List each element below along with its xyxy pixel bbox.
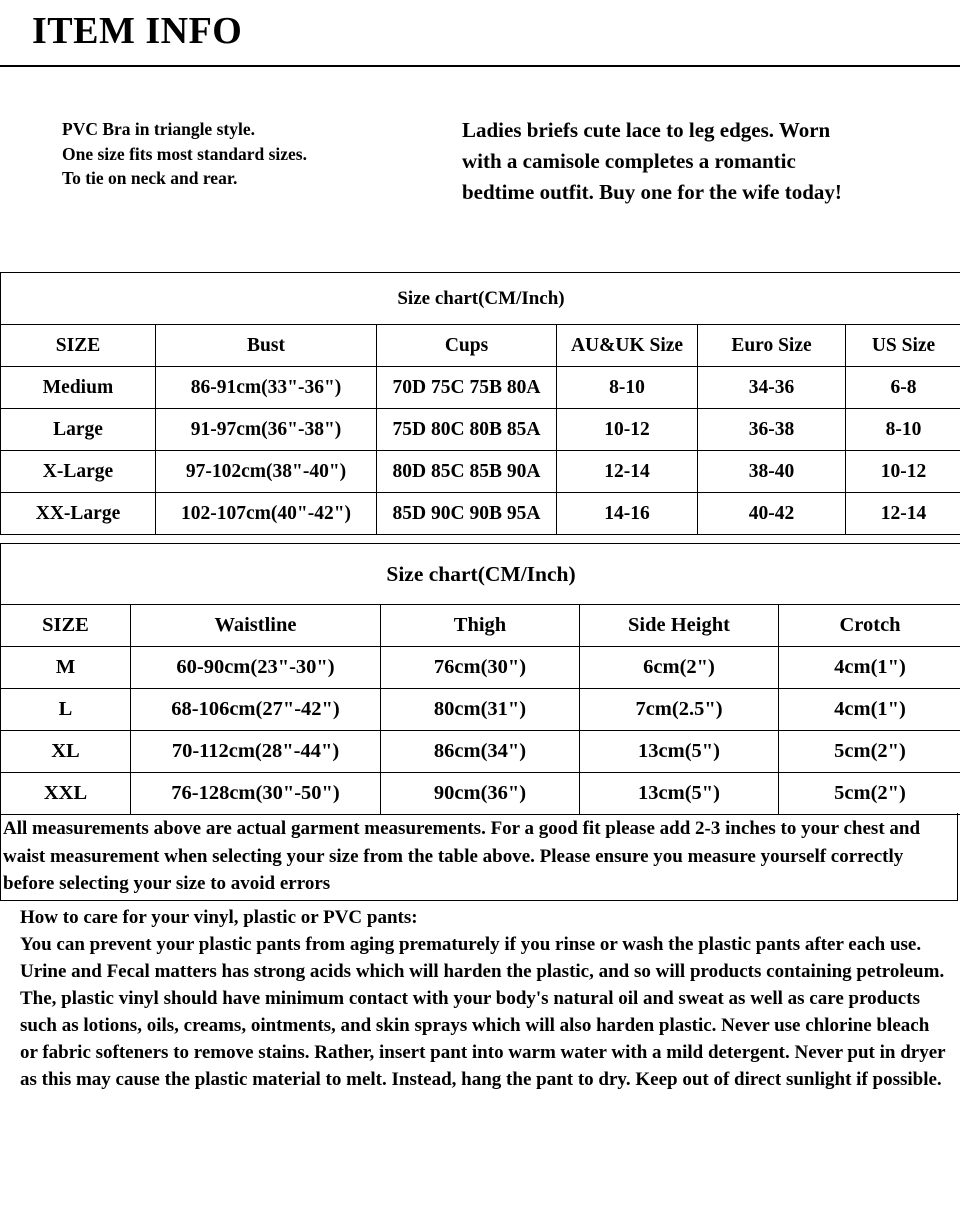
table-cell: 34-36 bbox=[698, 367, 846, 409]
page-title: ITEM INFO bbox=[32, 10, 243, 52]
care-title: How to care for your vinyl, plastic or PVC pants: bbox=[20, 907, 418, 928]
table-cell: 70D 75C 75B 80A bbox=[377, 367, 557, 409]
table-cell: 6-8 bbox=[846, 367, 960, 409]
bra-chart-caption: Size chart(CM/Inch) bbox=[1, 273, 960, 325]
table-cell: L bbox=[1, 689, 131, 731]
table-cell: 6cm(2") bbox=[580, 647, 779, 689]
table-cell: Large bbox=[1, 409, 156, 451]
table-cell: 97-102cm(38"-40") bbox=[156, 451, 377, 493]
bra-size-chart bbox=[0, 272, 960, 535]
table-cell: 86cm(34") bbox=[381, 731, 580, 773]
table-cell: 76cm(30") bbox=[381, 647, 580, 689]
table-cell: Medium bbox=[1, 367, 156, 409]
table-cell: 4cm(1") bbox=[779, 689, 960, 731]
column-header: Waistline bbox=[131, 605, 381, 647]
column-header: Cups bbox=[377, 325, 557, 367]
table-cell: 7cm(2.5") bbox=[580, 689, 779, 731]
briefs-description-line: with a camisole completes a romantic bbox=[462, 149, 796, 173]
table-cell: 75D 80C 80B 85A bbox=[377, 409, 557, 451]
measurement-note: All measurements above are actual garment measurements. For a good fit please add 2-3 inches to your chest and waist measurement when selecting your size from the table above. Please ensure you measure yourself correctly before selecting your size to avoid errors bbox=[0, 813, 958, 901]
table-row bbox=[1, 367, 960, 409]
table-cell: 90cm(36") bbox=[381, 773, 580, 815]
column-header: SIZE bbox=[1, 325, 156, 367]
table-row bbox=[1, 409, 960, 451]
table-cell: 36-38 bbox=[698, 409, 846, 451]
table-row bbox=[1, 647, 960, 689]
bra-description bbox=[62, 117, 307, 191]
table-cell: 10-12 bbox=[846, 451, 960, 493]
table-cell: 13cm(5") bbox=[580, 773, 779, 815]
table-cell: X-Large bbox=[1, 451, 156, 493]
care-instructions bbox=[20, 904, 950, 1093]
table-cell: 5cm(2") bbox=[779, 773, 960, 815]
table-cell: 8-10 bbox=[846, 409, 960, 451]
briefs-size-chart bbox=[0, 543, 960, 815]
table-cell: 80D 85C 85B 90A bbox=[377, 451, 557, 493]
table-cell: 85D 90C 90B 95A bbox=[377, 493, 557, 535]
title-divider bbox=[0, 65, 960, 67]
table-cell: 40-42 bbox=[698, 493, 846, 535]
bra-description-line: One size fits most standard sizes. bbox=[62, 143, 307, 164]
table-cell: 86-91cm(33"-36") bbox=[156, 367, 377, 409]
table-cell: 12-14 bbox=[846, 493, 960, 535]
table-cell: XX-Large bbox=[1, 493, 156, 535]
column-header: AU&UK Size bbox=[557, 325, 698, 367]
table-cell: 12-14 bbox=[557, 451, 698, 493]
column-header: Bust bbox=[156, 325, 377, 367]
table-row bbox=[1, 773, 960, 815]
briefs-description-line: bedtime outfit. Buy one for the wife today! bbox=[462, 180, 842, 204]
table-header-row bbox=[1, 605, 960, 647]
care-body: You can prevent your plastic pants from aging prematurely if you rinse or wash the plastic pants after each use. Urine and Fecal matters has strong acids which will harden the plastic, and so will products containing petroleum. The, plastic vinyl should have minimum contact with your body's natural oil and sweat as well as care products such as lotions, oils, creams, ointments, and skin sprays which will also harden plastic. Never use chlorine bleach or fabric softeners to remove stains. Rather, insert pant into warm water with a mild detergent. Never put in dryer as this may cause the plastic material to melt. Instead, hang the pant to dry. Keep out of direct sunlight if possible. bbox=[20, 934, 946, 1090]
bra-description-line: To tie on neck and rear. bbox=[62, 168, 238, 188]
column-header: Side Height bbox=[580, 605, 779, 647]
table-row bbox=[1, 493, 960, 535]
table-cell: 13cm(5") bbox=[580, 731, 779, 773]
table-cell: XXL bbox=[1, 773, 131, 815]
table-row bbox=[1, 451, 960, 493]
table-cell: 70-112cm(28"-44") bbox=[131, 731, 381, 773]
table-cell: 76-128cm(30"-50") bbox=[131, 773, 381, 815]
table-cell: 60-90cm(23"-30") bbox=[131, 647, 381, 689]
table-cell: 102-107cm(40"-42") bbox=[156, 493, 377, 535]
table-header-row bbox=[1, 325, 960, 367]
table-cell: 38-40 bbox=[698, 451, 846, 493]
bra-description-line: PVC Bra in triangle style. bbox=[62, 119, 255, 139]
table-cell: XL bbox=[1, 731, 131, 773]
table-row bbox=[1, 731, 960, 773]
table-cell: 80cm(31") bbox=[381, 689, 580, 731]
table-cell: 68-106cm(27"-42") bbox=[131, 689, 381, 731]
table-cell: 91-97cm(36"-38") bbox=[156, 409, 377, 451]
table-cell: 14-16 bbox=[557, 493, 698, 535]
table-row bbox=[1, 689, 960, 731]
briefs-chart-caption: Size chart(CM/Inch) bbox=[1, 544, 960, 605]
table-cell: M bbox=[1, 647, 131, 689]
table-cell: 4cm(1") bbox=[779, 647, 960, 689]
table-cell: 8-10 bbox=[557, 367, 698, 409]
column-header: US Size bbox=[846, 325, 960, 367]
column-header: Thigh bbox=[381, 605, 580, 647]
table-cell: 10-12 bbox=[557, 409, 698, 451]
column-header: Crotch bbox=[779, 605, 960, 647]
column-header: SIZE bbox=[1, 605, 131, 647]
briefs-description-line: Ladies briefs cute lace to leg edges. Worn bbox=[462, 118, 831, 142]
table-cell: 5cm(2") bbox=[779, 731, 960, 773]
column-header: Euro Size bbox=[698, 325, 846, 367]
briefs-description bbox=[462, 115, 842, 208]
